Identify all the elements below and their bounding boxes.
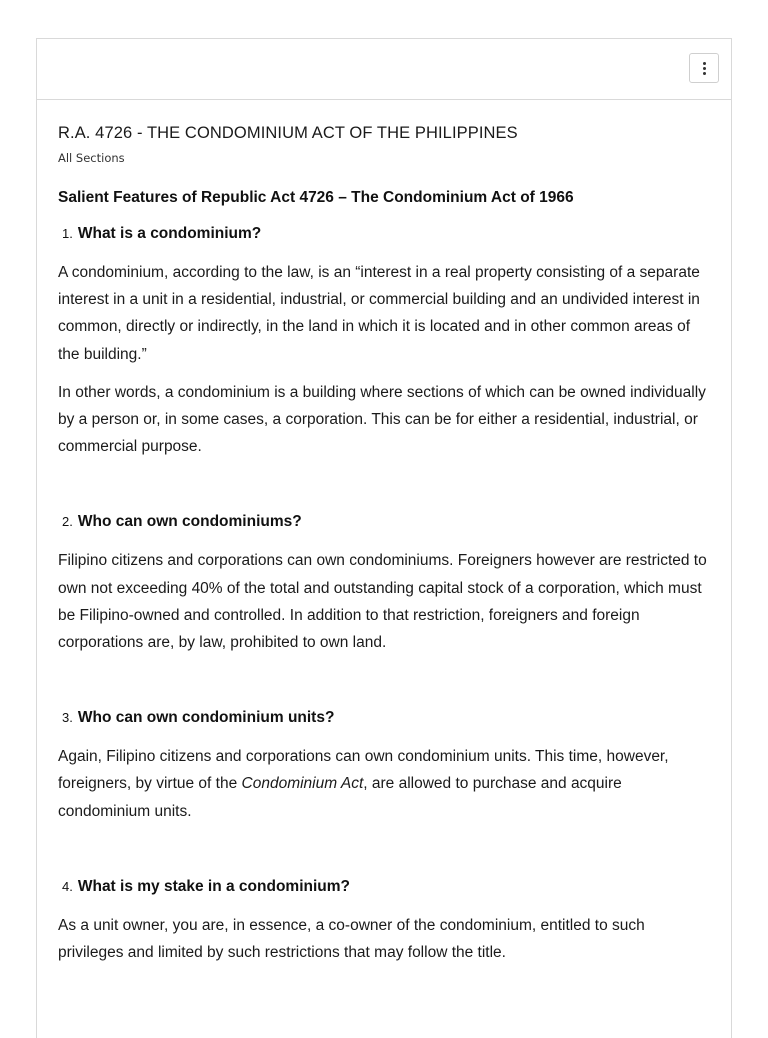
document-title: R.A. 4726 - THE CONDOMINIUM ACT OF THE PHILIPPINES bbox=[58, 124, 518, 142]
answer-paragraph: A condominium, according to the law, is an “interest in a real property consisting of a separate interest in a unit in a residential, industrial, or commercial building and an undivided interest in common, directly or indirectly, in the land in which it is located and in other common areas of the building.” bbox=[58, 264, 700, 363]
question-text: What is a condominium? bbox=[77, 225, 262, 242]
answer-paragraph: As a unit owner, you are, in essence, a co-owner of the condominium, entitled to such privileges and limited by such restrictions that may follow the title. bbox=[58, 916, 645, 962]
act-name-italic: Condominium Act bbox=[241, 775, 364, 793]
answer-text-after: , are allowed to purchase and acquire condominium units. bbox=[58, 775, 622, 820]
question-3 bbox=[58, 709, 710, 727]
more-options-button[interactable] bbox=[689, 53, 719, 83]
question-4 bbox=[58, 878, 710, 896]
answer-paragraph: Filipino citizens and corporations can own condominiums. Foreigners however are restricted to own not exceeding 40% of the total and outstanding capital stock of a corporation, which must be Filipino-owned and controlled. In addition to that restriction, foreigners and foreign corporations are, by law, prohibited to own land. bbox=[58, 552, 707, 652]
question-text: Who can own condominium units? bbox=[77, 709, 335, 727]
answer-text-before: Again, Filipino citizens and corporations can own condominium units. This time, however, foreigners, by virtue of the bbox=[58, 748, 669, 793]
question-number: 1. bbox=[62, 226, 73, 241]
document-content bbox=[37, 100, 731, 966]
question-2 bbox=[58, 513, 710, 531]
answer-paragraph: In other words, a condominium is a building where sections of which can be owned individually by a person or, in some cases, a corporation. This can be for either a residential, industrial, or commercial purpose. bbox=[58, 383, 706, 456]
sections-label: All Sections bbox=[58, 151, 125, 165]
card-header bbox=[37, 39, 731, 100]
question-text: Who can own condominiums? bbox=[77, 513, 302, 531]
document-card bbox=[36, 38, 732, 1038]
question-number: 4. bbox=[62, 878, 73, 894]
document-heading: Salient Features of Republic Act 4726 – The Condominium Act of 1966 bbox=[58, 189, 574, 206]
question-number: 2. bbox=[62, 514, 73, 530]
question-number: 3. bbox=[62, 710, 73, 726]
question-1 bbox=[58, 225, 710, 243]
more-vertical-icon bbox=[703, 62, 706, 75]
answer-paragraph bbox=[58, 743, 710, 825]
question-text: What is my stake in a condominium? bbox=[77, 877, 351, 895]
